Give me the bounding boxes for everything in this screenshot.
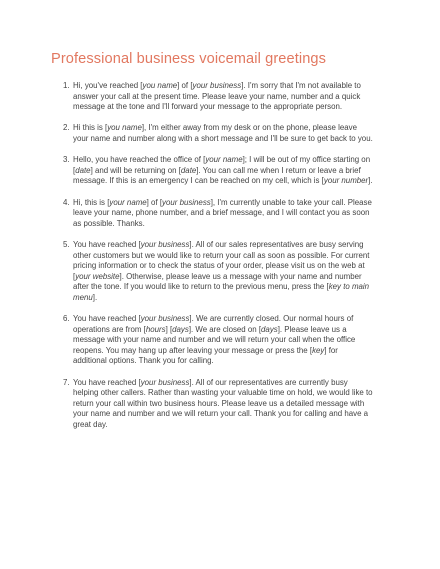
greeting-item — [51, 378, 396, 431]
placeholder-text: you name — [142, 81, 178, 90]
placeholder-text: days — [172, 324, 189, 334]
greeting-number: 1. — [63, 81, 70, 90]
greeting-text — [73, 240, 373, 304]
greeting-text-segment: Hi this is [ — [73, 123, 108, 133]
greeting-text-segment: ] of [ — [146, 197, 163, 207]
placeholder-text: your business — [140, 314, 190, 324]
placeholder-text: date — [75, 165, 91, 175]
greeting-text-segment: ]. All of our representatives are currently busy helping other callers. Rather than wasting your valuable time on hold, we would like to return your call within two business hours. Please leave us a detailed message with your name and number and we will return your call. Thank you for calling and have a great day. — [73, 377, 373, 429]
greeting-item — [51, 198, 396, 230]
greeting-text-segment: You have reached [ — [73, 377, 141, 387]
greeting-text-segment: ] of [ — [177, 81, 193, 90]
greeting-text-segment: ] for additional options. Thank you for calling. — [73, 345, 338, 366]
greeting-text-segment: Hi, you've reached [ — [73, 81, 143, 90]
greeting-item — [51, 240, 396, 304]
greeting-list — [51, 81, 396, 431]
placeholder-text: key — [312, 345, 325, 355]
greeting-number: 2. — [63, 123, 70, 133]
greeting-text — [73, 198, 373, 230]
greeting-number: 4. — [63, 197, 70, 207]
placeholder-text: your business — [162, 197, 211, 207]
placeholder-text: your number — [323, 176, 369, 186]
greeting-text-segment: ]. — [368, 176, 373, 186]
greeting-text — [73, 155, 373, 187]
greeting-text-segment: ]. You can call me when I return or leave a brief message. If this is an emergency I can be reached on my cell, which is [ — [73, 165, 361, 186]
greeting-text-segment: ]. Otherwise, please leave us a message with your name and number after the tone. If you would like to return to the previous menu, press the [ — [73, 271, 362, 292]
placeholder-text: key to main menu — [73, 282, 370, 302]
greeting-text-segment: ]. Please leave us a message with your name and number and we will return your call when the office reopens. You may hang up after leaving your message or press the [ — [73, 324, 356, 355]
greeting-text-segment: ] and will be returning on [ — [90, 165, 181, 175]
greeting-text-segment: ], I'm either away from my desk or on the phone, please leave your name and number along with a short message and I'll be sure to get back to you. — [73, 123, 373, 143]
greeting-text-segment: You have reached [ — [73, 239, 141, 249]
greeting-number: 6. — [63, 314, 70, 324]
placeholder-text: your business — [192, 81, 242, 90]
greeting-text-segment: Hi, this is [ — [73, 197, 110, 207]
greeting-text — [73, 123, 373, 144]
greeting-text-segment: ]; I will be out of my office starting on [ — [73, 155, 371, 175]
placeholder-text: you name — [107, 123, 142, 133]
placeholder-text: your name — [205, 155, 243, 165]
placeholder-text: your website — [75, 271, 120, 281]
greeting-item — [51, 314, 396, 367]
placeholder-text: your business — [140, 377, 190, 387]
placeholder-text: your business — [140, 239, 190, 249]
greeting-number: 5. — [63, 239, 70, 249]
document-title: Professional business voicemail greetings — [51, 51, 327, 67]
greeting-text-segment: Hello, you have reached the office of [ — [73, 155, 206, 165]
greeting-text-segment: ]. All of our sales representatives are busy serving other customers but we would like to return your call as soon as possible. For current pricing information or to check the status of your order, please visit us on the web at [ — [73, 239, 370, 281]
placeholder-text: your name — [109, 197, 147, 207]
greeting-number: 3. — [63, 155, 70, 165]
greeting-number: 7. — [63, 377, 70, 387]
placeholder-text: date — [180, 165, 197, 175]
greeting-text-segment: You have reached [ — [73, 314, 141, 324]
greeting-item — [51, 155, 396, 187]
greeting-item — [51, 81, 396, 113]
greeting-text-segment: ]. I'm sorry that I'm not available to answer your call at the present time. Please leave your name, number and a quick message at the tone and I'll forward your message to the appropriate person. — [73, 81, 361, 112]
placeholder-text: hours — [145, 324, 166, 334]
greeting-text-segment: ] [ — [165, 324, 173, 334]
greeting-text-segment: ], I'm currently unable to take your call. Please leave your name, phone number, and a brief message, and I will contact you as soon as possible. Thanks. — [73, 197, 372, 228]
greeting-item — [51, 123, 396, 144]
greeting-text — [73, 81, 373, 113]
greeting-text — [73, 378, 373, 431]
greeting-text-segment: ]. — [92, 292, 98, 302]
placeholder-text: days — [261, 324, 278, 334]
greeting-text-segment: ]. We are currently closed. Our normal hours of operations are from [ — [73, 314, 354, 334]
greeting-text — [73, 314, 373, 367]
greeting-text-segment: ]. We are closed on [ — [188, 324, 262, 334]
